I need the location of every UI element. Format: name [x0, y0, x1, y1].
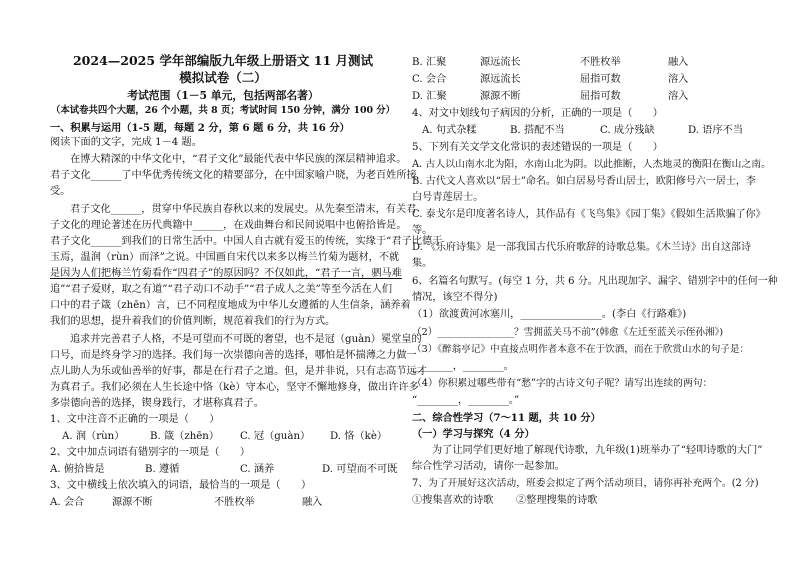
- option-text: 不胜枚举: [214, 497, 255, 508]
- question-5: 5、下列有关文学文化常识的表述错误的一项是（ ）: [412, 142, 663, 153]
- passage-line: 追”“君子爱财，取之有道”“君子动口不动手”“君子成人之美”等至今活在人们: [50, 284, 393, 295]
- section2-intro-cont: 综合性学习活动，请你一起参加。: [412, 461, 565, 472]
- option-text: 源源不断: [112, 497, 153, 508]
- passage-line: 口号，而是终身学习的选择。我们每一次崇德向善的选择，哪怕是怀揣薄之力做一: [50, 350, 417, 361]
- option-text: 源源不断: [480, 91, 521, 102]
- passage-line: 君子文化______到我们的日常生活中。中国人自古就有爱玉的传统，实缘于“君子比德于: [50, 236, 443, 247]
- question-4: 4、对文中划线句子病因的分析，正确的一项是（ ）: [412, 108, 663, 119]
- question-7-items: [412, 494, 598, 508]
- exam-scope: 考试范围（1－5 单元，包括两部名著）: [127, 89, 319, 102]
- question-5-option-d[interactable]: D. 《乐府诗集》是一部我国古代乐府歌辞的诗歌总集。《木兰诗》出自这部诗: [412, 242, 752, 253]
- question-6: 6、名篇名句默写。(每空 1 分，共 6 分。凡出现加字、漏字、错别字中的任何一种: [412, 276, 778, 287]
- question-5-option-b[interactable]: B. 古代文人喜欢以“居士”命名。如白居易号香山居士，欧阳修号六一居士，李: [412, 176, 756, 187]
- question-6-3-blank[interactable]: ________，________。: [412, 361, 514, 372]
- passage-line: 在博大精深的中华文化中，“君子文化”最能代表中华民族的深层精神追求。: [70, 154, 407, 165]
- option-text: 屈指可数: [580, 91, 621, 102]
- option-text: 融入: [668, 57, 689, 68]
- passage-line: 子文化的理论著述在历代典籍中______，在戏曲舞台和民间说唱中也俯拾皆是。: [50, 220, 407, 231]
- passage-line: 我们的思想，提升着我们的价值判断，规范着我们的行为方式。: [50, 316, 336, 327]
- option-text: 溶入: [668, 74, 689, 85]
- question-3-option-a[interactable]: [50, 496, 322, 510]
- option-text: 屈指可数: [580, 74, 621, 85]
- option-text: 源远流长: [480, 57, 521, 68]
- passage-line: 君子文化______，贯穿中华民族自春秋以来的发展史。从先秦至清末，有关君: [70, 204, 417, 215]
- option-d[interactable]: D. 语序不当: [688, 125, 744, 136]
- option-d[interactable]: D. 恪（kè）: [330, 431, 388, 442]
- option-a[interactable]: A. 句式杂糅: [422, 125, 477, 136]
- section2-heading: 二、综合性学习（7～11 题，共 10 分）: [412, 412, 601, 424]
- question-6-3: （3）《醉翁亭记》中直接点明作者本意不在于饮酒，而在于欣赏山水的句子是：: [412, 344, 750, 355]
- passage-line: 口中的君子箴（zhēn）言，已不同程度地成为中华儿女遵循的人生信条，涵养着: [50, 300, 411, 311]
- question-3-option-b[interactable]: [412, 56, 688, 70]
- option-text: D. 汇聚: [412, 91, 447, 102]
- option-text: 融入: [302, 497, 323, 508]
- question-6-4-blank[interactable]: “________，________。”: [412, 395, 520, 406]
- question-1-options: [62, 430, 387, 444]
- section2-intro: 为了让同学们更好地了解现代诗歌，九年级(1)班举办了“轻叩诗歌的大门”: [432, 445, 763, 456]
- exam-note: （本试卷共四个大题，26 个小题，共 8 页；考试时间 150 分钟，满分 100 分）: [50, 105, 396, 116]
- option-a[interactable]: A. 润（rùn）: [62, 431, 125, 442]
- option-c[interactable]: C. 冠（guàn）: [240, 431, 311, 442]
- option-b[interactable]: B. 遵循: [145, 464, 180, 475]
- question-2: 2、文中加点词语有错别字的一项是（ ）: [50, 447, 251, 458]
- section1-heading: 一、积累与运用（1-5 题，每题 2 分，第 6 题 6 分，共 16 分）: [50, 122, 350, 134]
- passage-line: 点儿助人为乐或仙善举的好事，都是在行君子之道。但，是并非说，只有志高节远才: [50, 366, 427, 377]
- option-text: 源远流长: [480, 74, 521, 85]
- activity-item: ①搜集喜欢的诗歌: [412, 495, 494, 506]
- option-text: 溶入: [668, 91, 689, 102]
- option-text: A. 会合: [50, 497, 85, 508]
- question-5-option-c-cont: 等。: [412, 225, 433, 236]
- section1-intro: 阅读下面的文字，完成 1－4 题。: [50, 137, 202, 148]
- passage-line: 玉焉，温润（rùn）而泽”之说。中国画自宋代以来多以梅兰竹菊为题材，不就: [50, 252, 400, 263]
- option-b[interactable]: B. 搭配不当: [510, 125, 565, 136]
- question-3-option-d[interactable]: [412, 90, 688, 104]
- question-2-options: [50, 463, 397, 477]
- passage-line: 受。: [50, 186, 71, 197]
- underlined-sentence: 是因为人们把梅兰竹菊看作“四君子”的原因吗？不仅如此，“君子一言，驷马难: [50, 268, 402, 279]
- exam-title: 2024—2025 学年部编版九年级上册语文 11 月测试: [72, 53, 374, 68]
- question-5-option-b-cont: 白号青莲居士。: [412, 192, 484, 203]
- exam-subtitle: 模拟试卷（二）: [179, 70, 267, 85]
- option-d[interactable]: D. 可望而不可既: [322, 464, 398, 475]
- passage-line: 为真君子。我们必须在人生长途中恪（kè）守本心，坚守不懈地修身，做出许许多: [50, 382, 419, 393]
- passage-line: 追求并完善君子人格，不是可望而不可既的奢望，也不是冠（guàn）冕堂皇的: [70, 334, 422, 345]
- option-text: C. 会合: [412, 74, 447, 85]
- option-text: B. 汇聚: [412, 57, 447, 68]
- question-1: 1、文中注音不正确的一项是（ ）: [50, 414, 220, 425]
- question-5-option-a[interactable]: A. 古人以山南水北为阳，水南山北为阴。以此推断，人杰地灵的衡阳在衡山之南。: [412, 159, 772, 170]
- passage-line: 多崇德向善的选择，锲身践行，才堪称真君子。: [50, 398, 264, 409]
- activity-item: ②整理搜集的诗歌: [516, 495, 598, 506]
- question-6-1[interactable]: （1）欲渡黄河冰塞川，________________。(李白《行路难》): [412, 309, 687, 320]
- question-3: 3、文中横线上依次填入的词语，最恰当的一项是（ ）: [50, 480, 312, 491]
- question-5-option-c[interactable]: C. 泰戈尔是印度著名诗人，其作品有《飞鸟集》《园丁集》《假如生活欺骗了你》: [412, 209, 766, 220]
- question-3-option-c[interactable]: [412, 73, 688, 87]
- option-a[interactable]: A. 俯拾皆是: [50, 464, 105, 475]
- question-6-cont: 情况，该空不得分): [412, 292, 498, 303]
- option-text: 不胜枚举: [580, 57, 621, 68]
- option-b[interactable]: B. 箴（zhēn）: [150, 431, 220, 442]
- option-c[interactable]: C. 涵养: [240, 464, 275, 475]
- passage-line: 君子文化______了中华优秀传统文化的精要部分，在中国家喻户晓，为老百姓所接: [50, 170, 417, 181]
- option-c[interactable]: C. 成分残缺: [600, 125, 655, 136]
- question-7: 7、为了开展好这次活动，班委会拟定了两个活动项目，请你再补充两个。(2 分): [412, 478, 759, 489]
- question-5-option-d-cont: 集。: [412, 258, 433, 269]
- question-6-4: （4）你积累过哪些带有“愁”字的古诗文句子呢？请写出连续的两句：: [412, 378, 713, 389]
- section2-subheading: （一）学习与探究（4 分）: [412, 428, 535, 440]
- question-4-options: [422, 124, 743, 138]
- question-6-2[interactable]: （2）________________？雪拥蓝关马不前”(韩愈《左迁至蓝关示侄孙湘》): [412, 327, 724, 338]
